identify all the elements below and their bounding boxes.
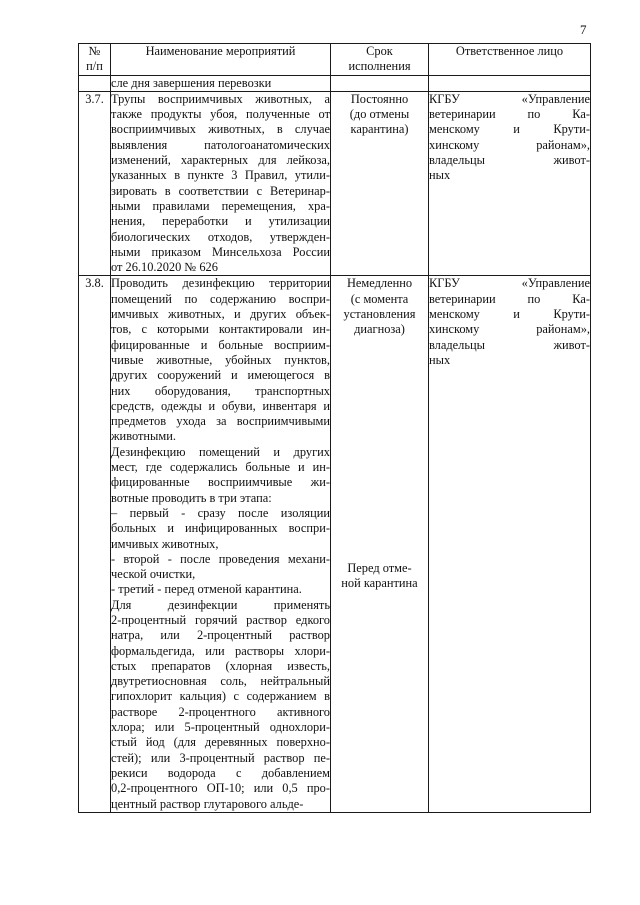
deadline-spacer bbox=[331, 338, 428, 561]
measure-line: биологических отходов, утвержден- bbox=[111, 229, 330, 244]
measure-line: выявления патологоанатомических bbox=[111, 137, 330, 152]
responsible-line: хинскому районам», bbox=[429, 322, 590, 337]
measure-line: Для дезинфекции применять bbox=[111, 597, 330, 612]
table-row-3-8 bbox=[79, 276, 591, 812]
deadline-line: ной карантина bbox=[341, 575, 418, 590]
deadline-line: карантина) bbox=[350, 122, 409, 137]
measure-line: 0,2-процентного ОП-10; или 0,5 про- bbox=[111, 781, 330, 796]
cell-responsible bbox=[429, 75, 591, 91]
header-term-line: Срок bbox=[366, 44, 393, 58]
responsible-line: хинскому районам», bbox=[429, 137, 590, 152]
responsible-line: ветеринарии по Ка- bbox=[429, 107, 590, 122]
header-responsible bbox=[429, 44, 591, 76]
measure-line: зировать в соответствии с Ветеринар- bbox=[111, 183, 330, 198]
cell-continuation-text bbox=[111, 75, 331, 91]
measure-line: имчивых животных, и других объек- bbox=[111, 307, 330, 322]
responsible-line: КГБУ «Управление bbox=[429, 276, 590, 291]
table-header-row bbox=[79, 44, 591, 76]
measure-line: - третий - перед отменой карантина. bbox=[111, 582, 302, 597]
measure-line: имчивых животных, bbox=[111, 536, 219, 551]
responsible-line: менскому и Крути- bbox=[429, 307, 590, 322]
measure-line: 2-процентный горячий раствор едкого bbox=[111, 612, 330, 627]
page-number: 7 bbox=[580, 22, 587, 37]
measures-table bbox=[78, 43, 591, 813]
measure-text bbox=[111, 276, 331, 812]
header-term-line: исполнения bbox=[348, 59, 411, 74]
measure-line: натра, или 2-процентный раствор bbox=[111, 628, 330, 643]
row-number: 3.8. bbox=[79, 276, 111, 812]
responsible-line: владельцы живот- bbox=[429, 337, 590, 352]
measure-text bbox=[111, 91, 331, 276]
responsible-line: ветеринарии по Ка- bbox=[429, 291, 590, 306]
measure-line: вотные проводить в три этапа: bbox=[111, 490, 272, 505]
measure-line: средств, одежды и обуви, инвентаря и bbox=[111, 398, 330, 413]
row-number: 3.7. bbox=[79, 91, 111, 276]
measure-line: гипохлорит кальция) с содержанием в bbox=[111, 689, 330, 704]
deadline-line: установления bbox=[343, 307, 416, 322]
measure-line: восприимчивых животных, в случае bbox=[111, 122, 330, 137]
measure-line: фицированные и больные восприим- bbox=[111, 337, 330, 352]
measure-line: Проводить дезинфекцию территории bbox=[111, 276, 330, 291]
measure-line: рекиси водорода с добавлением bbox=[111, 765, 330, 780]
deadline-line: Постоянно bbox=[350, 91, 409, 106]
measure-line: - второй - после проведения механи- bbox=[111, 551, 330, 566]
measure-line: чивые животные, убойных пунктов, bbox=[111, 352, 330, 367]
header-deadline bbox=[331, 44, 429, 76]
measure-line: Трупы восприимчивых животных, а bbox=[111, 91, 330, 106]
measure-line: ными правилами перемещения, хра- bbox=[111, 198, 330, 213]
measure-line: мест, где содержались больные и ин- bbox=[111, 460, 330, 475]
header-resp-line: Ответственное лицо bbox=[455, 44, 564, 58]
table-row-3-7 bbox=[79, 91, 591, 276]
measure-line: растворе 2-процентного активного bbox=[111, 704, 330, 719]
header-name-line: Наименование мероприятий bbox=[145, 44, 296, 58]
measure-line: помещений по содержанию воспри- bbox=[111, 291, 330, 306]
responsible-line: ных bbox=[429, 168, 451, 183]
continuation-line: сле дня завершения перевозки bbox=[111, 75, 272, 90]
measure-line: предметов ухода за восприимчивыми bbox=[111, 414, 330, 429]
measure-line: центный раствор глутарового альде- bbox=[111, 796, 304, 811]
measure-line: стых препаратов (хлорная известь, bbox=[111, 658, 330, 673]
measure-line: ческой очистки, bbox=[111, 567, 196, 582]
measure-line: двутретиосновная соль, нейтральный bbox=[111, 674, 330, 689]
header-number-line: № bbox=[88, 44, 101, 58]
measure-line: Дезинфекцию помещений и других bbox=[111, 444, 330, 459]
deadline-line: диагноза) bbox=[354, 322, 405, 337]
measure-line: нения, переработки и утилизации bbox=[111, 214, 330, 229]
cell-number bbox=[79, 75, 111, 91]
responsible-line: менскому и Крути- bbox=[429, 122, 590, 137]
measure-line: фицированные восприимчивые жи- bbox=[111, 475, 330, 490]
measure-line: стый йод (для деревянных поверхно- bbox=[111, 735, 330, 750]
deadline-line: Немедленно bbox=[346, 276, 413, 291]
measure-line: стей); или 3-процентный раствор пе- bbox=[111, 750, 330, 765]
measure-line: хлора; или 5-процентный однохлори- bbox=[111, 720, 330, 735]
responsible-line: КГБУ «Управление bbox=[429, 91, 590, 106]
deadline-line: Перед отме- bbox=[347, 560, 412, 575]
deadline-text bbox=[331, 91, 429, 276]
measure-line: – первый - сразу после изоляции bbox=[111, 505, 330, 520]
measure-line: также продукты убоя, полученные от bbox=[111, 107, 330, 122]
header-number-line: п/п bbox=[86, 59, 103, 74]
measure-line: животными. bbox=[111, 429, 176, 444]
deadline-line: (с момента bbox=[350, 291, 409, 306]
table-row-continuation bbox=[79, 75, 591, 91]
measure-line: ными приказом Минсельхоза России bbox=[111, 244, 330, 259]
measure-line: указанных в пункте 3 Правил, утили- bbox=[111, 168, 330, 183]
measure-line: изменений, характерных для лейкоза, bbox=[111, 153, 330, 168]
measure-line: от 26.10.2020 № 626 bbox=[111, 260, 218, 275]
cell-deadline bbox=[331, 75, 429, 91]
measure-line: других сооружений и имеющегося в bbox=[111, 368, 330, 383]
responsible-text bbox=[429, 91, 591, 276]
header-measure-name bbox=[111, 44, 331, 76]
measure-line: них оборудования, транспортных bbox=[111, 383, 330, 398]
deadline-text bbox=[331, 276, 429, 812]
deadline-line: (до отмены bbox=[349, 107, 410, 122]
measure-line: тов, с которыми контактировали ин- bbox=[111, 322, 330, 337]
responsible-line: ных bbox=[429, 352, 451, 367]
measure-line: больных и инфицированных воспри- bbox=[111, 521, 330, 536]
header-number bbox=[79, 44, 111, 76]
responsible-text bbox=[429, 276, 591, 812]
measure-line: формальдегида, или растворы хлори- bbox=[111, 643, 330, 658]
responsible-line: владельцы живот- bbox=[429, 153, 590, 168]
